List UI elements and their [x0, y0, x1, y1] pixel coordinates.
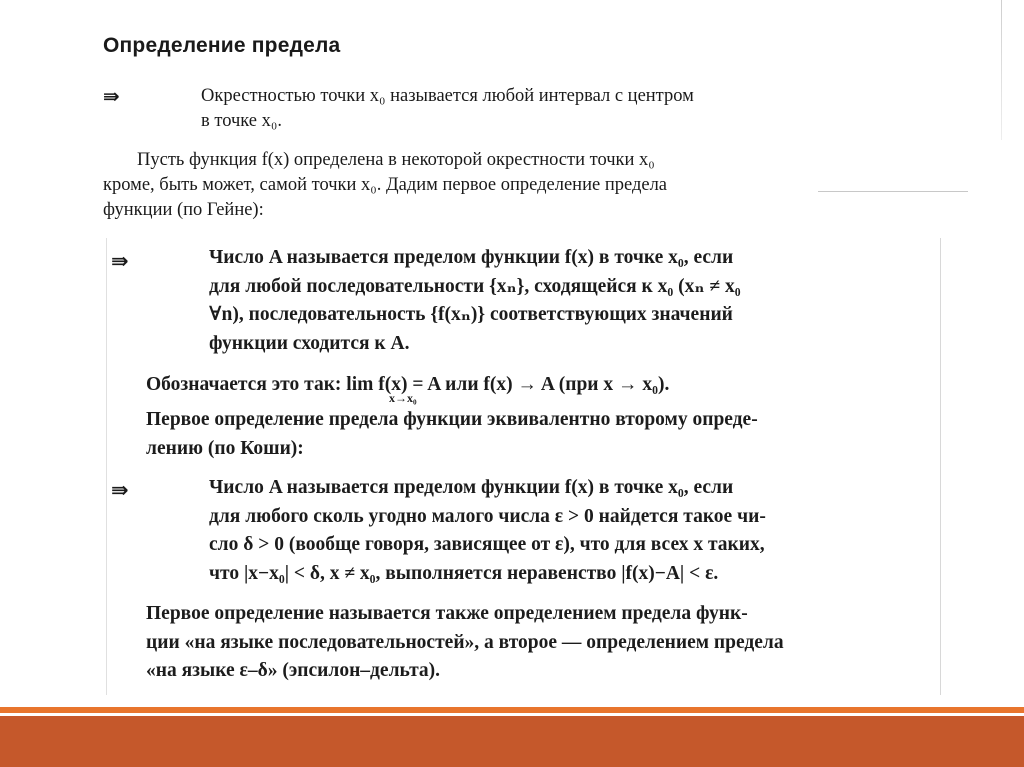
- bottom-scan-block: [106, 238, 940, 695]
- text-line: функции сходится к A.: [209, 332, 410, 354]
- text-line: кроме, быть может, самой точки x₀. Дадим первое определение предела: [103, 175, 668, 195]
- cauchy-definition: [209, 474, 766, 588]
- text-line: в точке x₀.: [201, 111, 282, 131]
- text-line: Первое определение предела функции эквивалентно второму опреде-: [146, 409, 758, 430]
- neighborhood-definition: [201, 84, 694, 134]
- footer-bar: [0, 716, 1024, 767]
- decorative-line: [1001, 0, 1002, 140]
- footer-accent-bar: [0, 707, 1024, 713]
- text-line: для любой последовательности {xₙ}, сходящейся к x₀ (xₙ ≠ x₀: [209, 275, 741, 297]
- limit-notation: [146, 371, 670, 405]
- implication-arrow-icon: ⇛: [111, 249, 129, 273]
- text-line: Первое определение называется также определением предела функ-: [146, 603, 748, 624]
- text-line: сло δ > 0 (вообще говоря, зависящее от ε), что для всех x таких,: [209, 534, 765, 555]
- text-line: Пусть функция f(x) определена в некоторой окрестности точки x₀: [137, 150, 655, 170]
- heine-definition: [209, 244, 741, 358]
- text-line: Число A называется пределом функции f(x) в точке x₀, если: [209, 247, 734, 268]
- decorative-line: [818, 191, 968, 192]
- text-line: Окрестностью точки x₀ называется любой интервал с центром: [201, 86, 694, 106]
- text-line: что |x−x₀| < δ, x ≠ x₀, выполняется неравенство |f(x)−A| < ε.: [209, 562, 719, 584]
- text-line: для любого сколь угодно малого числа ε > 0 найдется такое чи-: [209, 505, 766, 527]
- text-line: ции «на языке последовательностей», а второе — определением предела: [146, 631, 784, 653]
- equivalence-paragraph: [146, 406, 758, 463]
- implication-arrow-icon: ⇛: [111, 478, 129, 502]
- scan-border: [940, 238, 941, 695]
- text-line: ∀n), последовательность {f(xₙ)} соответствующих значений: [209, 304, 733, 325]
- function-intro-paragraph: [103, 148, 667, 223]
- slide-title: Определение предела: [103, 34, 341, 57]
- text-line: Обозначается это так: lim f(x) = A или f(x) → A (при x → x₀).: [146, 374, 670, 395]
- limit-subscript: x→x₀: [389, 391, 417, 405]
- text-line: лению (по Коши):: [146, 437, 304, 459]
- text-line: Число A называется пределом функции f(x) в точке x₀, если: [209, 477, 734, 498]
- summary-paragraph: [146, 600, 784, 686]
- text-line: функции (по Гейне):: [103, 200, 264, 220]
- text-line: «на языке ε–δ» (эпсилон–дельта).: [146, 660, 441, 681]
- implication-arrow-icon: ⇛: [103, 84, 120, 108]
